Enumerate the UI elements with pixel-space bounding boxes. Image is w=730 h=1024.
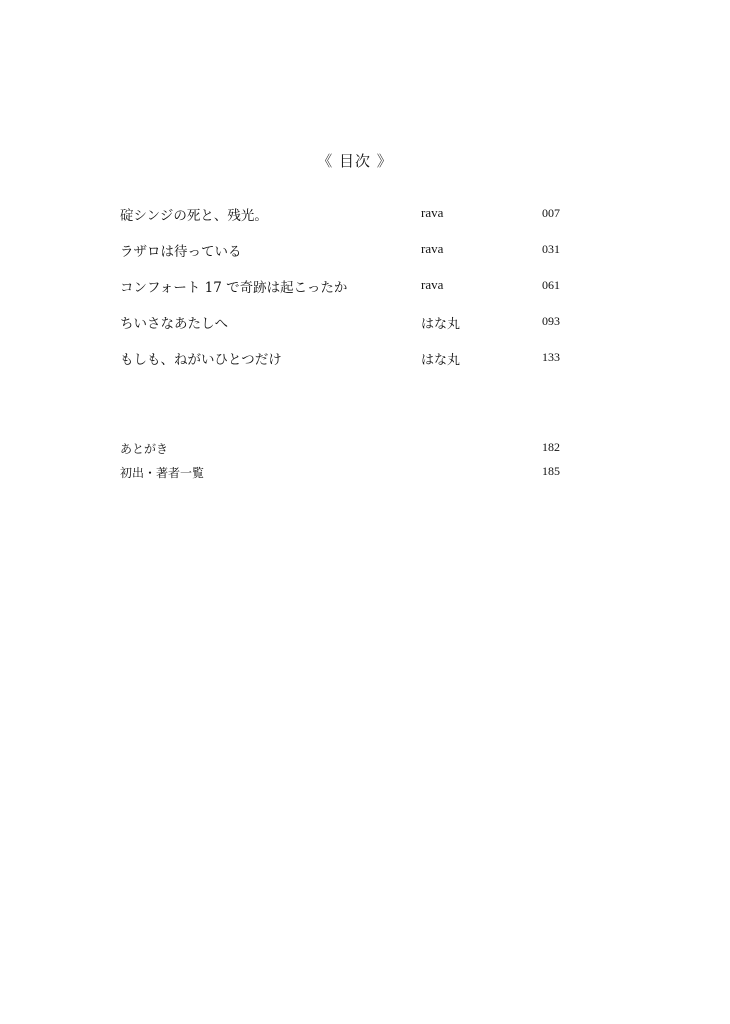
story-page-number: 031 <box>542 242 560 256</box>
story-author: はな丸 <box>421 352 461 367</box>
story-title: ラザロは待っている <box>120 244 242 260</box>
toc-entry <box>120 204 580 240</box>
story-title: コンフォート 17 で奇跡は起こったか <box>120 280 348 296</box>
story-title: 碇シンジの死と、残光。 <box>120 208 268 224</box>
story-page-number: 061 <box>542 278 560 292</box>
toc-entries <box>120 204 580 384</box>
backmatter-item <box>120 440 580 464</box>
story-author: rava <box>421 205 444 220</box>
story-author: rava <box>421 241 444 256</box>
story-page-number: 133 <box>542 350 560 364</box>
story-author: はな丸 <box>421 316 461 331</box>
backmatter-label: 初出・著者一覧 <box>120 466 205 480</box>
toc-entry <box>120 276 580 312</box>
backmatter-page-number: 185 <box>542 464 560 478</box>
story-title: ちいさなあたしへ <box>120 316 228 332</box>
backmatter-item <box>120 464 580 488</box>
story-author: rava <box>421 277 444 292</box>
toc-entry <box>120 240 580 276</box>
story-page-number: 093 <box>542 314 560 328</box>
toc-entry <box>120 348 580 384</box>
backmatter-page-number: 182 <box>542 440 560 454</box>
backmatter-label: あとがき <box>120 442 169 456</box>
story-page-number: 007 <box>542 206 560 220</box>
toc-backmatter <box>120 440 580 488</box>
toc-entry <box>120 312 580 348</box>
story-title: もしも、ねがいひとつだけ <box>120 352 282 368</box>
toc-title: 《 目次 》 <box>317 152 393 170</box>
